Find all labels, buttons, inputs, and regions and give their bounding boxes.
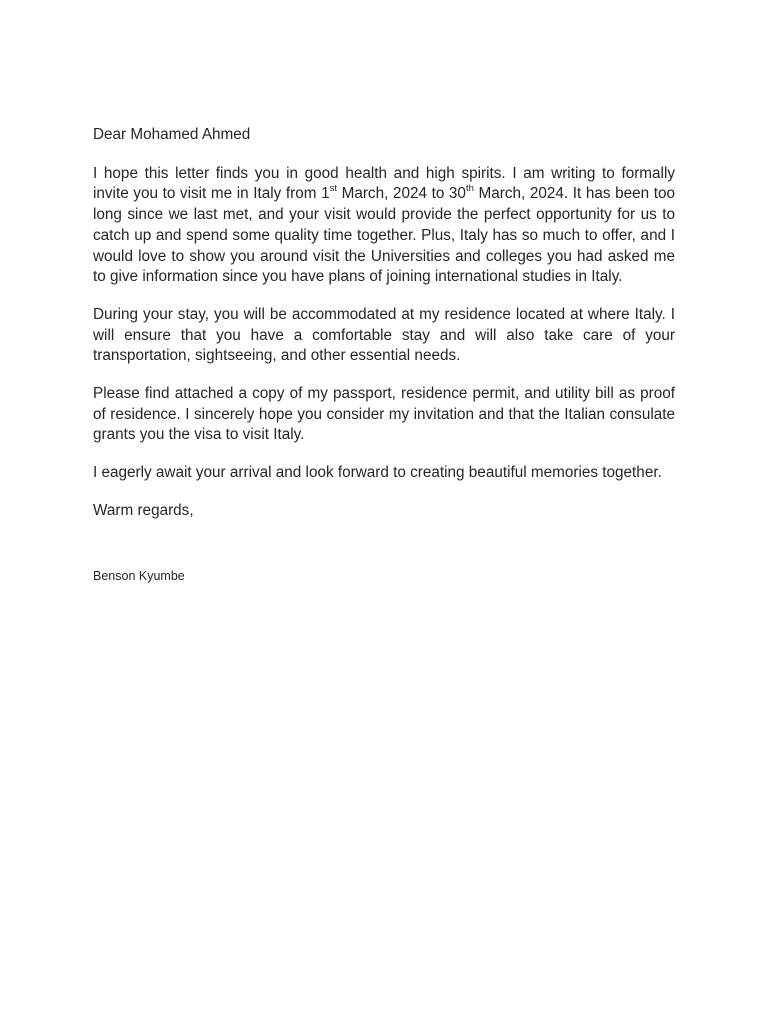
paragraph-invitation <box>93 164 675 288</box>
closing: Warm regards, <box>93 501 194 519</box>
paragraph-attachments: Please find attached a copy of my passport, residence permit, and utility bill as proof of residence. I sincerely hope you consider my invitation and that the Italian consulate grants you the visa to visit Italy. <box>93 385 675 444</box>
paragraph-invitation-text-3: March, 2024. It has been too long since we last met, and your visit would provide the perfect opportunity for us to catch up and spend some quality time together. Plus, Italy has so much to offer, and I would love to show you around visit the Universities and colleges you had asked me to give information since you have plans of joining international studies in Italy. <box>93 185 675 286</box>
paragraph-invitation-text-2: March, 2024 to 30 <box>336 185 466 203</box>
ordinal-suffix-th: th <box>465 183 474 195</box>
salutation: Dear Mohamed Ahmed <box>93 126 251 143</box>
ordinal-suffix-st: st <box>329 183 337 195</box>
paragraph-invitation-text-1: I hope this letter finds you in good health and high spirits. I am writing to formally invite you to visit me in Italy from 1 <box>93 164 675 203</box>
signature-name: Benson Kyumbe <box>93 568 185 583</box>
paragraph-accommodation: During your stay, you will be accommodated at my residence located at where Italy. I will ensure that you have a comfortable stay and will also take care of your transportation, sightseeing, and other essential needs. <box>93 305 675 365</box>
paragraph-arrival: I eagerly await your arrival and look forward to creating beautiful memories together. <box>93 464 662 482</box>
letter-body <box>93 125 675 584</box>
